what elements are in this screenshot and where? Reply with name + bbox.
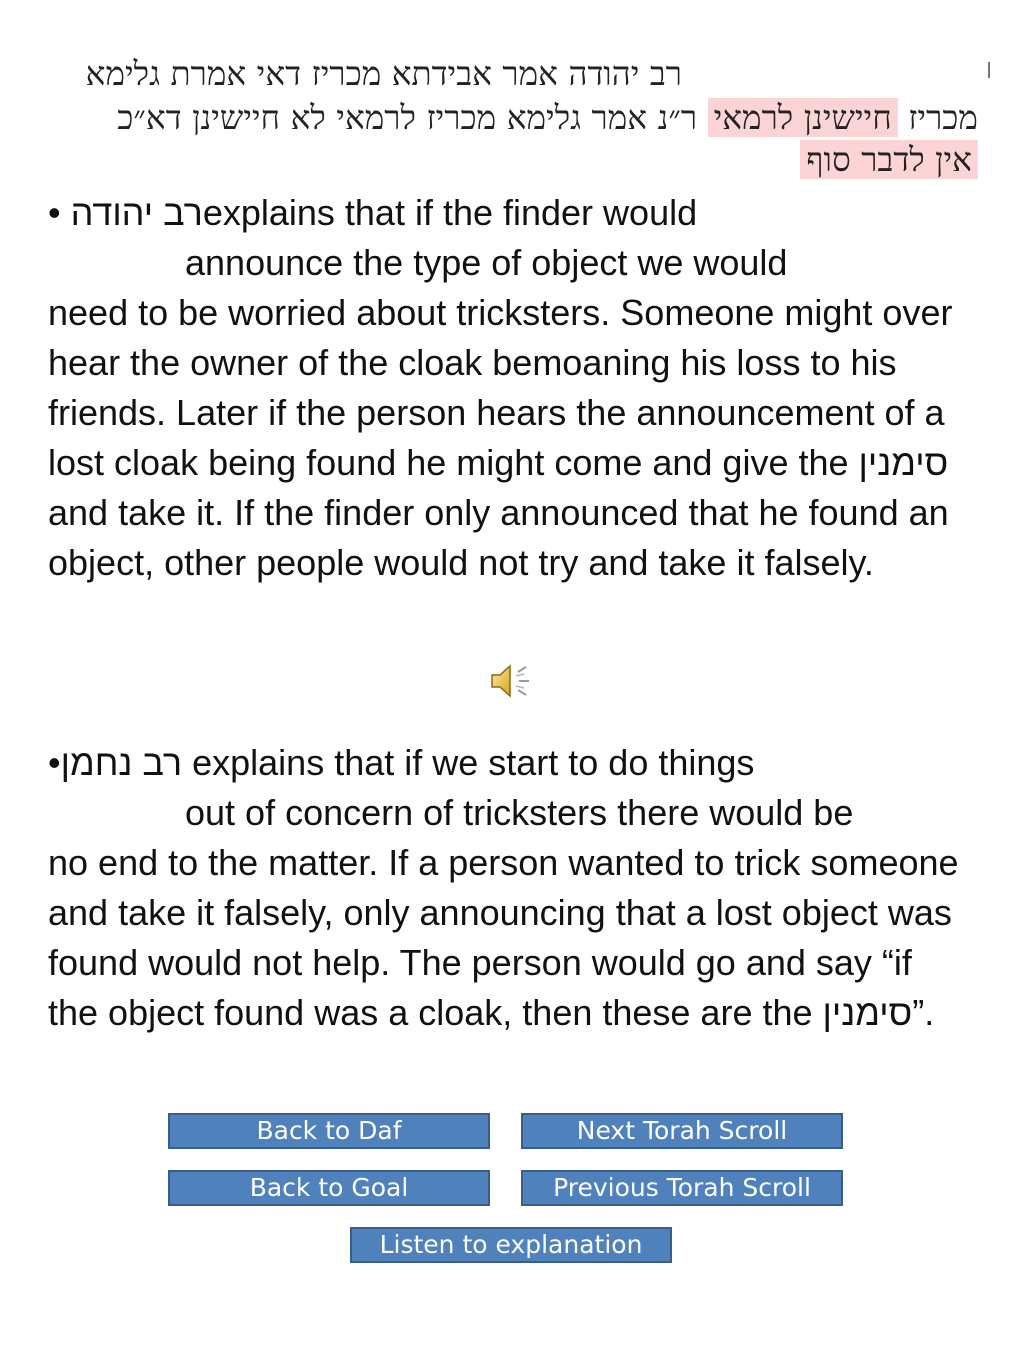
- paragraph-2-line-first: explains that if we start to do things: [192, 742, 755, 783]
- source-highlight-1: חיישינן לרמאי: [708, 98, 898, 137]
- explanation-paragraph-2: [48, 738, 968, 1038]
- source-line-1: [86, 54, 682, 94]
- paragraph-1-body-after: and take it. If the finder only announced that he found an object, other people would not try and take it falsely.: [48, 492, 949, 583]
- paragraph-1-first-line: [48, 188, 968, 238]
- paragraph-1-body: [48, 288, 968, 588]
- listen-to-explanation-button[interactable]: Listen to explanation: [350, 1227, 672, 1263]
- source-line-1-text: רב יהודה אמר אבידתא מכריז דאי אמרת גלימא: [85, 54, 682, 93]
- paragraph-2-indented-line: out of concern of tricksters there would be: [185, 792, 854, 833]
- back-to-goal-button[interactable]: Back to Goal: [168, 1170, 490, 1206]
- source-line-2: [117, 98, 978, 138]
- next-torah-scroll-button[interactable]: Next Torah Scroll: [521, 1113, 843, 1149]
- speaker-icon[interactable]: [488, 658, 534, 704]
- paragraph-2-first-line: [48, 738, 968, 788]
- bullet: •: [48, 192, 61, 233]
- paragraph-1-indented-line: announce the type of object we would: [185, 242, 788, 283]
- previous-torah-scroll-button[interactable]: Previous Torah Scroll: [521, 1170, 843, 1206]
- speaker-name-hebrew: רב יהודה: [70, 192, 203, 233]
- source-highlight-2: אין לדבר סוף: [800, 140, 978, 179]
- simanin-hebrew: סימנין: [822, 992, 913, 1033]
- source-line-2-start: מכריז: [908, 98, 978, 137]
- corner-mark: [988, 62, 990, 78]
- source-line-2-end: ר״נ אמר גלימא מכריז לרמאי לא חיישינן דא״כ: [117, 98, 698, 137]
- back-to-daf-button[interactable]: Back to Daf: [168, 1113, 490, 1149]
- simanin-hebrew: סימנין: [858, 442, 949, 483]
- explanation-paragraph-1: [48, 188, 968, 588]
- paragraph-1-body-before: need to be worried about tricksters. Someone might over hear the owner of the cloak bemoaning his loss to his friends. Later if the person hears the announcement of a lost cloak being found he might come and give the: [48, 292, 953, 483]
- source-line-3: [800, 140, 978, 180]
- paragraph-1-line-first: explains that if the finder would: [202, 192, 698, 233]
- bullet: •: [48, 742, 61, 783]
- paragraph-2-body-before: no end to the matter. If a person wanted to trick someone and take it falsely, only announcing that a lost object was found would not help. The person would go and say “if the object found was a cloak, then these are the: [48, 842, 959, 1033]
- paragraph-2-body: [48, 838, 968, 1038]
- speaker-icon-graphic: [488, 658, 534, 704]
- paragraph-2-body-after: ”.: [912, 992, 935, 1033]
- source-text: [30, 48, 1002, 188]
- speaker-name-hebrew: רב נחמן: [60, 742, 183, 783]
